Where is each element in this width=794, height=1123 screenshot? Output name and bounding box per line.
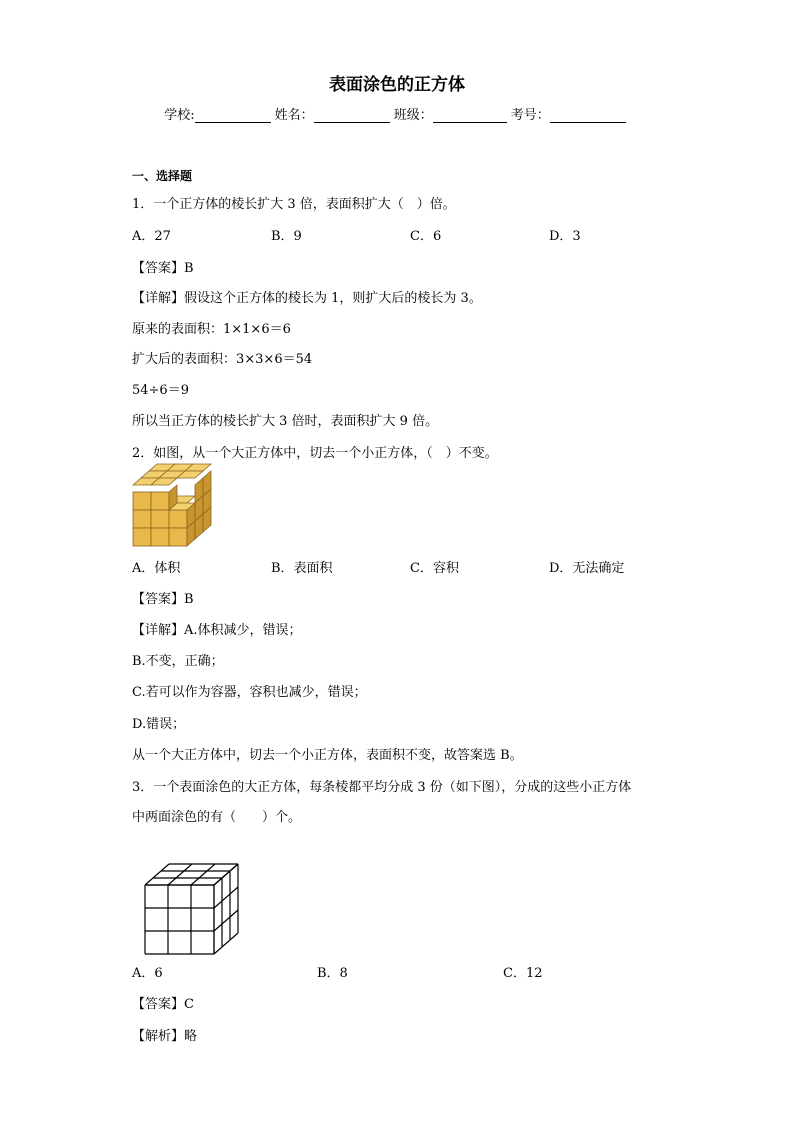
q1-option-a[interactable]: A．27 (132, 229, 171, 244)
cube-edge-line (214, 910, 238, 931)
cube-front-cell (151, 528, 169, 546)
q2-detail-line: B.不变，正确； (132, 654, 224, 669)
q2-detail-line: 从一个大正方体中，切去一个小正方体，表面积不变，故答案选 B。 (132, 748, 523, 763)
q2-stem: 2．如图，从一个大正方体中，切去一个小正方体，（ ）不变。 (132, 446, 498, 461)
student-info-line (0, 104, 794, 123)
q2-option-b[interactable]: B．表面积 (271, 561, 333, 576)
q3-stem-line1: 3．一个表面涂色的大正方体，每条棱都平均分成 3 份（如下图），分成的这些小正方体 (132, 780, 632, 795)
cube-front-cell (169, 528, 187, 546)
q3-stem-line2: 中两面涂色的有（ ）个。 (132, 810, 302, 825)
number-label: 考号： (510, 108, 550, 123)
q2-option-a[interactable]: A．体积 (132, 561, 181, 576)
class-label: 班级： (393, 108, 433, 123)
q1-option-c[interactable]: C．6 (410, 229, 442, 244)
q1-option-b[interactable]: B．9 (271, 229, 302, 244)
cube-edge-line (214, 864, 238, 885)
section-heading: 一、选择题 (132, 169, 193, 183)
q1-detail-line: 原来的表面积：1×1×6＝6 (132, 322, 291, 337)
cube-front-cell (169, 510, 187, 528)
cube-edge-line (145, 864, 169, 885)
cube-edge-line (214, 887, 238, 908)
cube-edge-line (168, 864, 192, 885)
q3-option-a[interactable]: A．6 (132, 966, 163, 981)
cube-front-cell (133, 510, 151, 528)
q2-detail-line: C.若可以作为容器，容积也减少，错误； (132, 685, 367, 700)
cube-front-cell (133, 492, 151, 510)
cube-front-cell (151, 492, 169, 510)
q2-option-d[interactable]: D．无法确定 (549, 561, 625, 576)
q3-answer: 【答案】C (132, 997, 194, 1012)
q1-detail-line: 所以当正方体的棱长扩大 3 倍时，表面积扩大 9 倍。 (132, 414, 439, 429)
name-label: 姓名： (274, 108, 314, 123)
cube-edge-line (214, 933, 238, 954)
q1-answer: 【答案】B (132, 261, 194, 276)
school-blank[interactable] (195, 108, 271, 123)
school-label: 学校: (164, 108, 195, 123)
q2-option-c[interactable]: C．容积 (410, 561, 459, 576)
page-title: 表面涂色的正方体 (329, 75, 465, 95)
q3-analysis: 【解析】略 (132, 1029, 198, 1044)
q2-detail-line: D.错误； (132, 717, 186, 732)
cube-edge-line (191, 864, 215, 885)
q1-option-d[interactable]: D．3 (549, 229, 581, 244)
q2-answer: 【答案】B (132, 592, 194, 607)
number-blank[interactable] (550, 108, 626, 123)
q3-option-c[interactable]: C．12 (503, 966, 543, 981)
q3-option-b[interactable]: B．8 (317, 966, 348, 981)
yellow-cube-figure (132, 470, 207, 540)
q1-detail-line: 54÷6＝9 (132, 383, 189, 398)
q1-detail-line: 【详解】假设这个正方体的棱长为 1，则扩大后的棱长为 3。 (132, 291, 482, 306)
q1-detail-line: 扩大后的表面积：3×3×6＝54 (132, 352, 313, 367)
wireframe-cube-figure (144, 852, 244, 936)
name-blank[interactable] (314, 108, 390, 123)
q2-detail-line: 【详解】A.体积减少，错误； (132, 623, 302, 638)
cube-front-cell (133, 528, 151, 546)
cube-front-cell (151, 510, 169, 528)
class-blank[interactable] (433, 108, 507, 123)
q1-stem: 1．一个正方体的棱长扩大 3 倍，表面积扩大（ ）倍。 (132, 197, 456, 212)
